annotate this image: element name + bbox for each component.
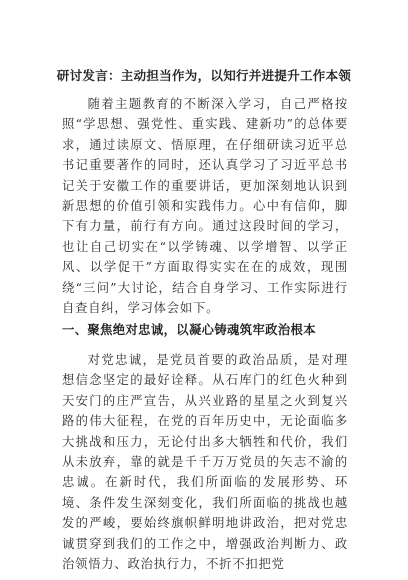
section-paragraph [62, 350, 348, 574]
section-paragraph-text: 对党忠诚，是党员首要的政治品质，是对理想信念坚定的最好诠释。从石库门的红色火种到天安门的庄严宣告，从兴业路的星星之火到复兴路的伟大征程，在党的百年历史中，无论面临多大挑战和压力，无论付出多大牺牲和代价，我们从未放弃，靠的就是千千万万党员的矢志不渝的忠诚。在新时代，我们所面临的发展形势、环境、条件发生深刻变化，我们所面临的挑战也越发的严峻，要始终旗帜鲜明地讲政治，把对党忠诚贯穿到我们的工作之中，增强政治判断力、政治领悟力、政治执行力，不折不扣把党 [62, 353, 348, 572]
section-heading: 一、聚焦绝对忠诚，以凝心铸魂筑牢政治根本 [62, 323, 316, 337]
intro-paragraph [62, 94, 348, 318]
intro-paragraph-text: 随着主题教育的不断深入学习，自己严格按照“学思想、强党性、重实践、建新功”的总体要求，通过读原文、悟原理，在仔细研读习近平总书记重要著作的同时，还认真学习了习近平总书记关于安徽工作的重要讲话，更加深刻地认识到新思想的价值引领和实践伟力。心中有信仰，脚下有力量，前行有方向。通过这段时间的学习，也让自己切实在“以学铸魂、以学增智、以学正风、以学促干”方面取得实实在在的成效，现围绕“三问”大讨论，结合自身学习、工作实际进行自查自纠，学习体会如下。 [62, 97, 348, 316]
document-title: 研讨发言：主动担当作为，以知行并进提升工作本领 [56, 68, 352, 83]
